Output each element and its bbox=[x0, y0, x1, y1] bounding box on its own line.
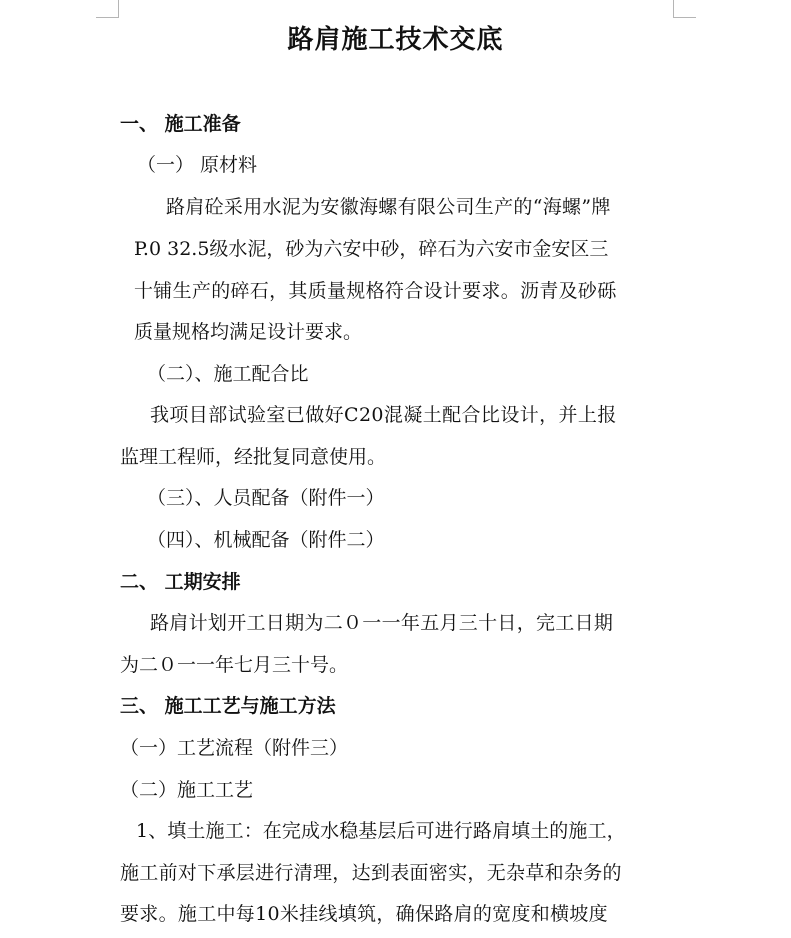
paragraph-line: 1、填土施工：在完成水稳基层后可进行路肩填土的施工， bbox=[136, 820, 626, 842]
paragraph-line: 十铺生产的碎石，其质量规格符合设计要求。沥青及砂砾 bbox=[134, 280, 617, 302]
paragraph-line: 我项目部试验室已做好C20混凝土配合比设计，并上报 bbox=[150, 404, 617, 426]
paragraph-line: 路肩计划开工日期为二０一一年五月三十日，完工日期 bbox=[150, 612, 614, 634]
page-corner-mark-right bbox=[673, 17, 696, 18]
paragraph-line: 施工前对下承层进行清理，达到表面密实，无杂草和杂务的 bbox=[120, 862, 622, 884]
page-corner-mark-right bbox=[673, 0, 674, 18]
section-heading: 三、 施工工艺与施工方法 bbox=[120, 695, 336, 717]
subsection-heading: （一） 原材料 bbox=[137, 154, 258, 176]
page-corner-mark-left bbox=[96, 17, 119, 18]
page-corner-mark-left bbox=[118, 0, 119, 18]
paragraph-line: 质量规格均满足设计要求。 bbox=[134, 321, 363, 343]
subsection-heading: （四）、机械配备（附件二） bbox=[147, 529, 385, 551]
section-heading: 二、 工期安排 bbox=[120, 571, 241, 593]
subsection-heading: （三）、人员配备（附件一） bbox=[147, 487, 385, 509]
document-title: 路肩施工技术交底 bbox=[287, 25, 504, 55]
subsection-heading: （二）施工工艺 bbox=[120, 779, 254, 801]
paragraph-line: 路肩砼采用水泥为安徽海螺有限公司生产的“海螺”牌 bbox=[166, 196, 611, 218]
paragraph-line: 为二０一一年七月三十号。 bbox=[120, 654, 349, 676]
paragraph-line: P.0 32.5级水泥，砂为六安中砂，碎石为六安市金安区三 bbox=[134, 238, 609, 260]
paragraph-line: 要求。施工中每10米挂线填筑，确保路肩的宽度和横坡度 bbox=[120, 903, 608, 925]
subsection-heading: （二）、施工配合比 bbox=[147, 363, 309, 385]
section-heading: 一、 施工准备 bbox=[120, 113, 241, 135]
paragraph-line: 监理工程师，经批复同意使用。 bbox=[120, 446, 387, 468]
subsection-heading: （一）工艺流程（附件三） bbox=[120, 737, 349, 759]
